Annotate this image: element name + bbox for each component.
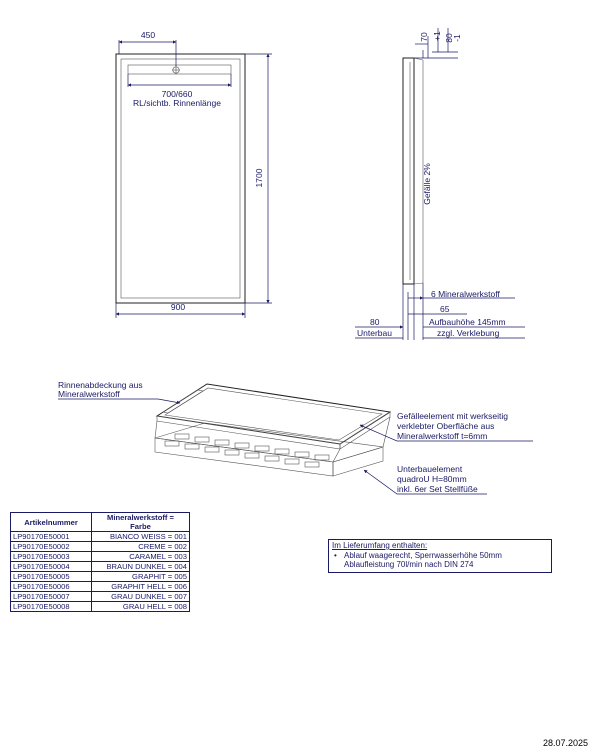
scope-of-delivery xyxy=(328,539,552,573)
base-label-2: quadroU H=80mm xyxy=(397,474,467,484)
dim-channel: 700/660 xyxy=(161,89,193,99)
iso-view xyxy=(58,380,533,494)
dim-900: 900 xyxy=(170,302,186,312)
slope-label: Gefälle 2% xyxy=(422,163,432,205)
mineral-label: 6 Mineralwerkstoff xyxy=(431,289,500,299)
underbase-label: Unterbau xyxy=(357,328,392,338)
tol-plus: +1 xyxy=(432,31,442,41)
table-row: LP90170E50007 GRAU DUNKEL = 007 xyxy=(11,592,190,602)
slope-label-2: verklebter Oberfläche aus xyxy=(397,421,495,431)
slope-label-1: Gefälleelement mit werkseitig xyxy=(397,411,509,421)
cover-label-1: Rinnenabdeckung aus xyxy=(58,380,143,390)
table-row: LP90170E50003 CARAMEL = 003 xyxy=(11,552,190,562)
table-row: LP90170E50002 CREME = 002 xyxy=(11,542,190,552)
base-label-3: inkl. 6er Set Stellfüße xyxy=(397,484,478,494)
date-stamp: 28.07.2025 xyxy=(543,738,589,748)
dim-channel-note: RL/sichtb. Rinnenlänge xyxy=(133,98,221,108)
table-row: LP90170E50004 BRAUN DUNKEL = 004 xyxy=(11,562,190,572)
tol-minus: -1 xyxy=(452,34,462,42)
scope-line-2: Ablaufleistung 70l/min nach DIN 274 xyxy=(344,560,474,569)
dim-80: 80 xyxy=(444,33,454,43)
side-profile xyxy=(403,58,414,284)
table-row: LP90170E50001 BIANCO WEISS = 001 xyxy=(11,532,190,542)
dim-80b: 80 xyxy=(370,317,380,327)
drain-cover xyxy=(163,390,203,413)
build-height: Aufbauhöhe 145mm xyxy=(429,317,506,327)
bonding-label: zzgl. Verklebung xyxy=(437,328,500,338)
header-color: Mineralwerkstoff = Farbe xyxy=(92,513,190,532)
dim-1700: 1700 xyxy=(254,168,264,188)
dim-450: 450 xyxy=(140,30,156,40)
table-row: LP90170E50005 GRAPHIT = 005 xyxy=(11,572,190,582)
cover-label-2: Mineralwerkstoff xyxy=(58,389,120,399)
base-label-1: Unterbauelement xyxy=(397,464,463,474)
table-row: LP90170E50008 GRAU HELL = 008 xyxy=(11,602,190,612)
scope-line-1: • Ablauf waagerecht, Sperrwasserhöhe 50mm xyxy=(332,551,548,561)
side-view xyxy=(355,28,525,340)
slope-label-3: Mineralwerkstoff t=6mm xyxy=(397,431,488,441)
top-view xyxy=(116,30,272,318)
dim-65: 65 xyxy=(440,304,450,314)
dim-70: 70 xyxy=(419,32,429,42)
drain-channel xyxy=(128,65,231,74)
table-row: LP90170E50006 GRAPHIT HELL = 006 xyxy=(11,582,190,592)
scope-title: Im Lieferumfang enthalten: xyxy=(332,541,428,550)
article-table xyxy=(10,512,190,612)
slope-element xyxy=(157,384,390,444)
header-article-number: Artikelnummer xyxy=(11,513,92,532)
